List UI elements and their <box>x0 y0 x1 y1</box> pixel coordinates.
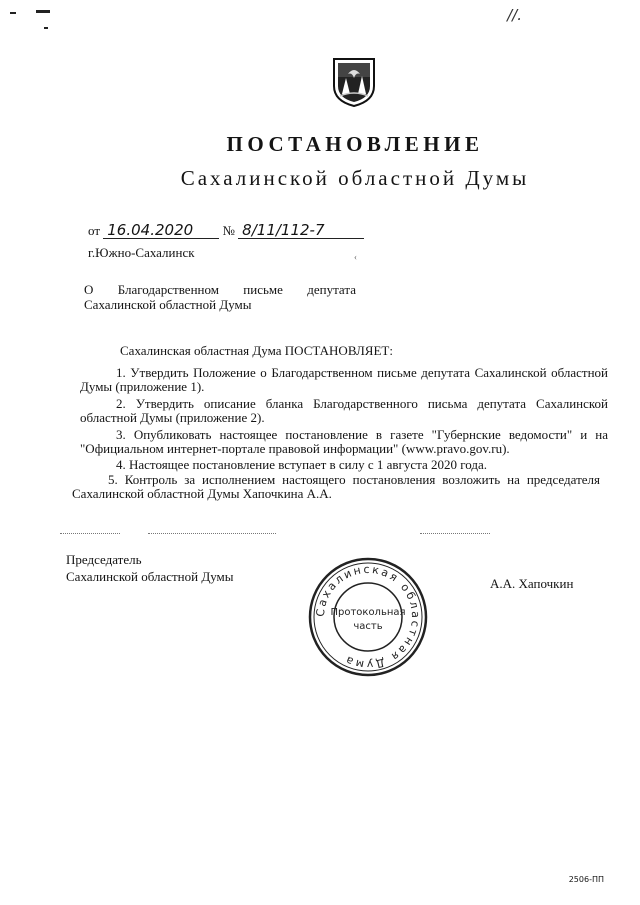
stamp-ring-text: Сахалинская областная Дума <box>313 562 423 672</box>
scan-speck <box>36 10 50 13</box>
stamp-center-line-1: Протокольная <box>330 607 406 618</box>
date-prefix: от <box>88 223 101 238</box>
city-line: г.Южно-Сахалинск <box>88 245 195 260</box>
scan-speck <box>10 12 16 14</box>
signatory-name: А.А. Хапочкин <box>490 576 574 591</box>
paragraph-2: 2. Утвердить описание бланка Благодарственного письма депутата Сахалинской областной Думы (приложение 2). <box>80 396 608 425</box>
signatory-position-line-2: Сахалинской областной Думы <box>66 569 234 584</box>
subject-word: депутата <box>307 282 356 297</box>
official-stamp <box>306 555 430 679</box>
date-number-row <box>88 222 364 239</box>
subject-word: Благодарственном <box>117 282 219 297</box>
scan-speck <box>44 27 48 29</box>
date-value: 16.04.2020 <box>103 222 219 239</box>
scan-dotted-line <box>420 533 490 534</box>
coat-of-arms-icon <box>330 56 378 108</box>
scan-dotted-line <box>60 533 120 534</box>
signatory-position-line-1: Председатель <box>66 552 142 567</box>
margin-mark: ‹ <box>354 252 357 262</box>
paragraph-4: 4. Настоящее постановление вступает в силу с 1 августа 2020 года. <box>116 457 488 472</box>
document-title: ПОСТАНОВЛЕНИЕ <box>226 132 484 156</box>
document-subtitle: Сахалинской областной Думы <box>180 166 530 190</box>
paragraph-5: 5. Контроль за исполнением настоящего постановления возложить на председателя Сахалинской областной Думы Хапочкина А.А. <box>72 472 600 501</box>
subject-word: О <box>84 282 94 297</box>
footer-code: 2506-ПП <box>568 875 604 884</box>
stamp-center-line-2: часть <box>353 621 383 632</box>
number-prefix: № <box>222 223 235 238</box>
paragraph-3: 3. Опубликовать настоящее постановление в газете "Губернские ведомости" и на "Официальном интернет-портале правовой информации" (www.pravo.gov.ru). <box>80 427 608 456</box>
preamble: Сахалинская областная Дума ПОСТАНОВЛЯЕТ: <box>120 343 393 358</box>
signatory-position <box>66 551 234 585</box>
number-value: 8/11/112-7 <box>238 222 364 239</box>
subject-line-1 <box>84 282 356 297</box>
corner-handwritten-mark: //. <box>507 6 522 24</box>
subject-block <box>84 282 356 312</box>
subject-line-2: Сахалинской областной Думы <box>84 297 252 312</box>
scan-dotted-line <box>148 533 276 534</box>
paragraph-1: 1. Утвердить Положение о Благодарственном письме депутата Сахалинской областной Думы (приложение 1). <box>80 365 608 394</box>
subject-word: письме <box>243 282 283 297</box>
